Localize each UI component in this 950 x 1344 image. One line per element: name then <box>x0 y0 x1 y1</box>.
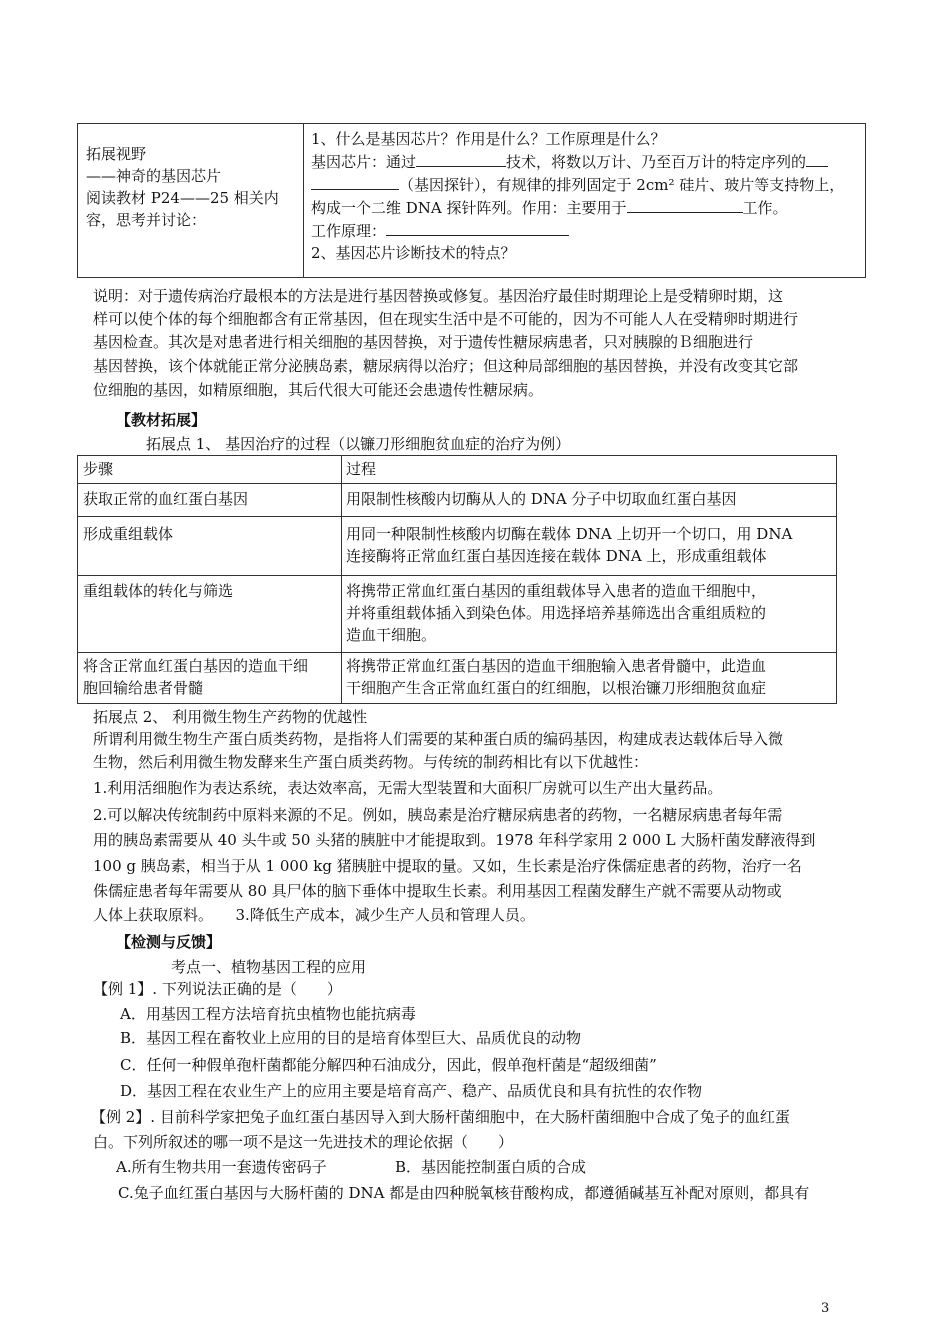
extension-2-line: 生物，然后利用微生物发酵来生产蛋白质类药物。与传统的制药相比有以下优越性： <box>93 753 649 771</box>
example-1-option[interactable]: A．用基因工程方法培育抗虫植物也能抗病毒 <box>120 1005 416 1023</box>
note-line: 基因替换，该个体就能正常分泌胰岛素，糖尿病得以治疗；但这种局部细胞的基因替换，并没有改变其它部 <box>93 357 799 375</box>
extension-2-line: 用的胰岛素需要从 40 头牛或 50 头猪的胰脏中才能提取到。1978 年科学家用 2 000 L 大肠杆菌发酵液得到 <box>93 831 816 849</box>
blank-sequence[interactable] <box>311 173 399 190</box>
header-step: 步骤 <box>78 456 342 484</box>
blank-usage[interactable] <box>627 196 743 213</box>
box-row4: 工作原理： <box>311 222 387 240</box>
example-2-option[interactable]: B．基因能控制蛋白质的合成 <box>395 1158 587 1176</box>
step-cell <box>78 576 342 653</box>
table-row <box>78 517 837 576</box>
box-left-line: 阅读教材 P24——25 相关内 <box>86 189 279 207</box>
step-cell <box>78 484 342 517</box>
box-left-cell <box>78 124 304 278</box>
note-line: 样可以使个体的每个细胞都含有正常基因，但在现实生活中是不可能的，因为不可能人人在受精卵时期进行 <box>93 310 799 328</box>
box-row1-b: 技术，将数以万计、乃至百万计的特定序列的 <box>506 153 807 171</box>
blank-technique[interactable] <box>416 150 506 167</box>
process-cell <box>342 653 837 704</box>
extension-2-line: 所谓利用微生物生产蛋白质类药物，是指将人们需要的某种蛋白质的编码基因，构建成表达载体后导入微 <box>93 730 784 748</box>
example-2-option[interactable]: A.所有生物共用一套遗传密码子 <box>116 1158 327 1176</box>
gene-therapy-steps-table <box>77 455 837 704</box>
header-process: 过程 <box>342 456 837 484</box>
step-text: 将含正常血红蛋白基因的造血干细 <box>83 657 309 675</box>
box-left-line: ——神奇的基因芯片 <box>86 167 222 185</box>
table-row <box>78 576 837 653</box>
process-text: 干细胞产生含正常血红蛋白的红细胞，以根治镰刀形细胞贫血症 <box>346 679 767 697</box>
box-left-line: 容，思考并讨论： <box>86 211 207 229</box>
extension-2-line: 100 g 胰岛素，相当于从 1 000 kg 猪胰脏中提取的量。又如，生长素是治疗侏儒症患者的药物，治疗一名 <box>93 857 802 875</box>
example-1-option[interactable]: D．基因工程在农业生产上的应用主要是培育高产、稳产、品质优良和具有抗性的农作物 <box>120 1082 703 1100</box>
example-1-stem: 【例 1】. 下列说法正确的是（ ） <box>93 980 342 998</box>
example-2-stem: 【例 2】. 目前科学家把兔子血红蛋白基因导入到大肠杆菌细胞中，在大肠杆菌细胞中合成了兔子的血红蛋 <box>91 1108 790 1126</box>
example-1-option[interactable]: B．基因工程在畜牧业上应用的目的是培育体型巨大、品质优良的动物 <box>120 1029 582 1047</box>
note-line: 基因检查。其次是对患者进行相关细胞的基因替换，对于遗传性糖尿病患者，只对胰腺的Ｂ细胞进行 <box>93 333 754 351</box>
section-title-textbook: 【教材拓展】 <box>116 411 207 429</box>
note-line: 位细胞的基因，如精原细胞，其后代很大可能还会患遗传性糖尿病。 <box>93 381 544 399</box>
extension-2-line: 侏儒症患者每年需要从 80 具尸体的脑下垂体中提取生长素。利用基因工程菌发酵生产就不需要从动物或 <box>93 882 782 900</box>
extension-2-line: 1.利用活细胞作为表达系统，表达效率高，无需大型装置和大面积厂房就可以生产出大量药品。 <box>93 779 723 797</box>
box-row3-b: 工作。 <box>742 199 788 217</box>
process-text: 连接酶将正常血红蛋白基因连接在载体 DNA 上，形成重组载体 <box>346 547 767 565</box>
example-2-option[interactable]: C.兔子血红蛋白基因与大肠杆菌的 DNA 都是由四种脱氧核苷酸构成，都遵循碱基互补配对原则，都具有 <box>118 1184 810 1202</box>
section-title-check: 【检测与反馈】 <box>116 933 222 951</box>
process-cell <box>342 484 837 517</box>
note-line: 说明：对于遗传病治疗最根本的方法是进行基因替换或修复。基因治疗最佳时期理论上是受精卵时期，这 <box>93 287 784 305</box>
example-2-stem: 白。下列所叙述的哪一项不是这一先进技术的理论依据（ ） <box>93 1133 514 1151</box>
blank-principle[interactable] <box>386 219 569 236</box>
exam-point-title: 考点一、植物基因工程的应用 <box>171 958 367 976</box>
blank-sequence-start[interactable] <box>806 150 828 167</box>
step-text: 获取正常的血红蛋白基因 <box>83 490 249 508</box>
step-cell <box>78 517 342 576</box>
step-cell <box>78 653 342 704</box>
process-text: 将携带正常血红蛋白基因的重组载体导入患者的造血干细胞中， <box>346 582 767 600</box>
box-right-cell <box>304 124 866 278</box>
table-row <box>78 484 837 517</box>
extension-2-title: 拓展点 2、 利用微生物生产药物的优越性 <box>93 708 368 726</box>
box-row3-a: 构成一个二维 DNA 探针阵列。作用：主要用于 <box>311 199 627 217</box>
process-cell <box>342 517 837 576</box>
process-text: 并将重组载体插入到染色体。用选择培养基筛选出含重组质粒的 <box>346 604 767 622</box>
process-text: 用同一种限制性核酸内切酶在载体 DNA 上切开一个切口，用 DNA <box>346 525 793 543</box>
page-number: 3 <box>821 1301 830 1316</box>
box-row1-a: 基因芯片：通过 <box>311 153 417 171</box>
extension-2-line: 2.可以解决传统制药中原料来源的不足。例如，胰岛素是治疗糖尿病患者的药物，一名糖尿病患者每年需 <box>93 806 783 824</box>
box-question-2: 2、基因芯片诊断技术的特点？ <box>311 244 516 262</box>
step-text: 重组载体的转化与筛选 <box>83 582 234 600</box>
box-row2: （基因探针），有规律的排列固定于 2cm² 硅片、玻片等支持物上， <box>399 176 845 194</box>
step-text: 形成重组载体 <box>83 525 174 543</box>
step-text: 胞回输给患者骨髓 <box>83 679 204 697</box>
box-left-line: 拓展视野 <box>86 145 147 163</box>
table-header-row <box>78 456 837 484</box>
process-cell <box>342 576 837 653</box>
extension-2-line: 人体上获取原料。 3.降低生产成本，减少生产人员和管理人员。 <box>93 906 535 924</box>
process-text: 用限制性核酸内切酶从人的 DNA 分子中切取血红蛋白基因 <box>346 490 737 508</box>
box-question-1: 1、什么是基因芯片？作用是什么？工作原理是什么？ <box>311 130 666 148</box>
table-row <box>78 653 837 704</box>
gene-chip-box <box>77 123 866 278</box>
process-text: 将携带正常血红蛋白基因的造血干细胞输入患者骨髓中，此造血 <box>346 657 767 675</box>
example-1-option[interactable]: C．任何一种假单孢杆菌都能分解四种石油成分，因此，假单孢杆菌是“超级细菌” <box>120 1056 657 1074</box>
process-text: 造血干细胞。 <box>346 626 437 644</box>
extension-1-title: 拓展点 1、 基因治疗的过程（以镰刀形细胞贫血症的治疗为例） <box>146 435 571 453</box>
